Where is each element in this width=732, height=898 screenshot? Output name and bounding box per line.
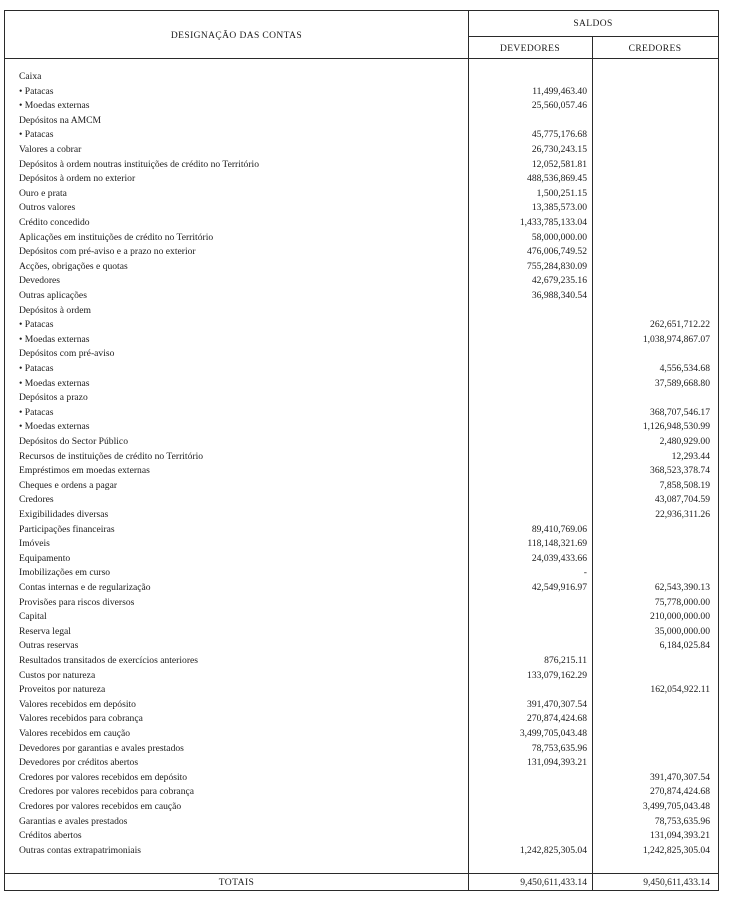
account-label: Equipamento (19, 552, 71, 564)
account-label: Garantias e avales prestados (19, 815, 128, 827)
account-label: Depósitos com pré-aviso (19, 348, 115, 360)
account-label: Valores a cobrar (19, 144, 82, 155)
account-label: Exigibilidades diversas (19, 509, 109, 520)
account-label: Imobilizações em curso (19, 567, 111, 579)
devedores-value: 876,215.11 (544, 655, 587, 666)
table-row (5, 844, 718, 859)
account-label: • Moedas externas (19, 333, 90, 345)
table-row (5, 683, 718, 698)
credores-value: 391,470,307.54 (650, 771, 710, 783)
account-label: Proveitos por natureza (19, 684, 106, 696)
devedores-value: 36,988,340.54 (531, 290, 587, 301)
table-row (5, 362, 718, 377)
credores-value: 75,778,000.00 (654, 596, 710, 608)
table-row (5, 347, 718, 362)
table-row (5, 712, 718, 727)
table-row (5, 785, 718, 800)
table-row (5, 114, 718, 129)
balance-table (4, 10, 719, 891)
credores-value: 2,480,929.00 (659, 436, 710, 447)
table-row (5, 333, 718, 348)
table-row (5, 610, 718, 625)
account-label: Credores por valores recebidos em caução (19, 801, 182, 812)
devedores-value: 488,536,869.45 (527, 173, 587, 185)
account-label: Credores por valores recebidos para cobrança (19, 786, 195, 798)
account-label: Depósitos do Sector Público (19, 436, 128, 447)
totals-label: TOTAIS (218, 877, 255, 888)
table-row (5, 260, 718, 275)
account-label: Contas internas e de regularização (19, 582, 151, 593)
credores-value: 368,523,378.74 (650, 465, 710, 477)
totals-row (5, 876, 718, 890)
table-row (5, 128, 718, 143)
account-label: • Patacas (19, 319, 54, 331)
table-row (5, 596, 718, 611)
account-label: Participações financeiras (19, 523, 115, 535)
totals-credores: 9,450,611,433.14 (643, 877, 710, 888)
table-row (5, 420, 718, 435)
devedores-value: 25,560,057.46 (531, 100, 587, 112)
devedores-value: 89,410,769.06 (531, 523, 587, 535)
table-row (5, 727, 718, 742)
table-row (5, 99, 718, 114)
table-row (5, 158, 718, 173)
devedores-value: 42,549,916.97 (531, 582, 587, 593)
devedores-value: 24,039,433.66 (531, 552, 587, 564)
account-label: Valores recebidos para cobrança (19, 713, 143, 725)
account-label: • Moedas externas (19, 421, 90, 433)
devedores-value: 26,730,243.15 (531, 144, 587, 155)
devedores-value: 118,148,321.69 (527, 538, 587, 550)
table-row (5, 231, 718, 246)
account-label: Depósitos à ordem noutras instituições de crédito no Território (19, 158, 260, 170)
table-row (5, 304, 718, 319)
table-row (5, 85, 718, 100)
account-label: Créditos abertos (19, 830, 82, 842)
table-row (5, 493, 718, 508)
account-label: Caixa (19, 71, 42, 82)
credores-value: 78,753,635.96 (654, 815, 710, 827)
header-devedores: DEVEDORES (499, 44, 561, 54)
account-label: Devedores por garantias e avales prestados (19, 742, 184, 754)
devedores-value: 1,242,825,305.04 (519, 844, 587, 856)
header-saldos: SALDOS (573, 19, 613, 29)
table-row (5, 581, 718, 596)
credores-value: 1,126,948,530.99 (642, 421, 710, 433)
table-row (5, 552, 718, 567)
credores-value: 3,499,705,043.48 (642, 801, 710, 812)
account-label: • Moedas externas (19, 100, 90, 112)
table-row (5, 464, 718, 479)
credores-value: 162,054,922.11 (650, 684, 710, 696)
account-label: Resultados transitados de exercícios anteriores (19, 655, 199, 666)
account-label: Depósitos a prazo (19, 392, 88, 404)
devedores-value: 1,500,251.15 (536, 187, 587, 199)
account-label: Provisões para riscos diversos (19, 596, 135, 608)
table-row (5, 771, 718, 786)
totals-devedores: 9,450,611,433.14 (520, 877, 587, 888)
account-label: Reserva legal (19, 625, 71, 637)
table-row (5, 698, 718, 713)
table-row (5, 245, 718, 260)
account-label: Acções, obrigações e quotas (19, 260, 128, 272)
account-label: Capital (19, 611, 47, 623)
table-row (5, 479, 718, 494)
account-label: Outras contas extrapatrimoniais (19, 844, 142, 856)
account-label: Outros valores (19, 202, 76, 214)
credores-value: 4,556,534.68 (659, 363, 710, 374)
devedores-value: 755,284,830.09 (527, 260, 587, 272)
table-row (5, 450, 718, 465)
table-row (5, 800, 718, 815)
devedores-value: 12,052,581.81 (531, 158, 587, 170)
account-label: • Patacas (19, 85, 54, 97)
credores-value: 22,936,311.26 (655, 509, 710, 520)
header-designation: DESIGNAÇÃO DAS CONTAS (170, 31, 303, 41)
account-label: Empréstimos em moedas externas (19, 465, 150, 477)
credores-value: 12,293.44 (671, 450, 710, 462)
table-row (5, 70, 718, 85)
table-row (5, 537, 718, 552)
account-label: Custos por natureza (19, 669, 96, 681)
table-row (5, 216, 718, 231)
table-row (5, 508, 718, 523)
account-label: Devedores por créditos abertos (19, 757, 139, 769)
account-label: • Moedas externas (19, 377, 90, 389)
table-row (5, 756, 718, 771)
table-row (5, 143, 718, 158)
header-bottom-rule (5, 58, 718, 59)
table-row (5, 274, 718, 289)
credores-value: 1,242,825,305.04 (642, 844, 710, 856)
account-label: • Patacas (19, 129, 54, 141)
table-row (5, 625, 718, 640)
account-label: Credores por valores recebidos em depósito (19, 771, 188, 783)
table-row (5, 815, 718, 830)
account-label: Recursos de instituições de crédito no Território (19, 450, 204, 462)
account-label: Depósitos à ordem (19, 304, 91, 316)
credores-value: 131,094,393.21 (650, 830, 710, 842)
devedores-value: 42,679,235.16 (531, 275, 587, 287)
credores-value: 35,000,000.00 (654, 625, 710, 637)
credores-value: 1,038,974,867.07 (642, 333, 710, 345)
account-label: • Patacas (19, 363, 54, 374)
account-label: Ouro e prata (19, 187, 67, 199)
account-label: Outras reservas (19, 640, 79, 652)
account-label: Depósitos à ordem no exterior (19, 173, 136, 185)
devedores-value: - (583, 567, 587, 579)
devedores-value: 270,874,424.68 (527, 713, 587, 725)
table-row (5, 289, 718, 304)
account-label: Aplicações em instituições de crédito no Território (19, 231, 214, 243)
devedores-value: 58,000,000.00 (531, 231, 587, 243)
account-label: Depósitos com pré-aviso e a prazo no exterior (19, 246, 196, 258)
table-row (5, 435, 718, 450)
account-label: Valores recebidos em depósito (19, 698, 136, 710)
saldos-divider (468, 36, 718, 37)
account-label: Outras aplicações (19, 290, 87, 301)
credores-value: 37,589,668.80 (654, 377, 710, 389)
table-row (5, 654, 718, 669)
table-row (5, 187, 718, 202)
credores-value: 270,874,424.68 (650, 786, 710, 798)
devedores-value: 476,006,749.52 (527, 246, 587, 258)
credores-value: 6,184,025.84 (659, 640, 710, 652)
account-label: Depósitos na AMCM (19, 114, 102, 126)
table-row (5, 829, 718, 844)
account-label: Devedores (19, 275, 61, 287)
table-row (5, 742, 718, 757)
credores-value: 210,000,000.00 (650, 611, 710, 623)
table-row (5, 669, 718, 684)
header-credores: CREDORES (628, 44, 682, 54)
account-label: Cheques e ordens a pagar (19, 479, 118, 491)
devedores-value: 3,499,705,043.48 (519, 728, 587, 739)
devedores-value: 131,094,393.21 (527, 757, 587, 769)
devedores-value: 13,385,573.00 (531, 202, 587, 214)
table-row (5, 566, 718, 581)
table-row (5, 318, 718, 333)
account-label: Imóveis (19, 538, 50, 550)
account-label: • Patacas (19, 406, 54, 418)
table-row (5, 201, 718, 216)
totals-top-rule (5, 873, 718, 874)
account-label: Valores recebidos em caução (19, 728, 131, 739)
table-row (5, 377, 718, 392)
table-row (5, 523, 718, 538)
table-row (5, 172, 718, 187)
account-label: Crédito concedido (19, 217, 90, 228)
devedores-value: 78,753,635.96 (531, 742, 587, 754)
credores-value: 262,651,712.22 (650, 319, 710, 331)
devedores-value: 45,775,176.68 (531, 129, 587, 141)
credores-value: 62,543,390.13 (654, 582, 710, 593)
devedores-value: 391,470,307.54 (527, 698, 587, 710)
credores-value: 43,087,704.59 (654, 494, 710, 506)
table-row (5, 391, 718, 406)
table-row (5, 406, 718, 421)
credores-value: 368,707,546.17 (650, 406, 710, 418)
devedores-value: 11,499,463.40 (532, 85, 587, 97)
devedores-value: 1,433,785,133.04 (519, 217, 587, 228)
devedores-value: 133,079,162.29 (527, 669, 587, 681)
account-label: Credores (19, 494, 54, 506)
table-row (5, 639, 718, 654)
credores-value: 7,858,508.19 (659, 479, 710, 491)
